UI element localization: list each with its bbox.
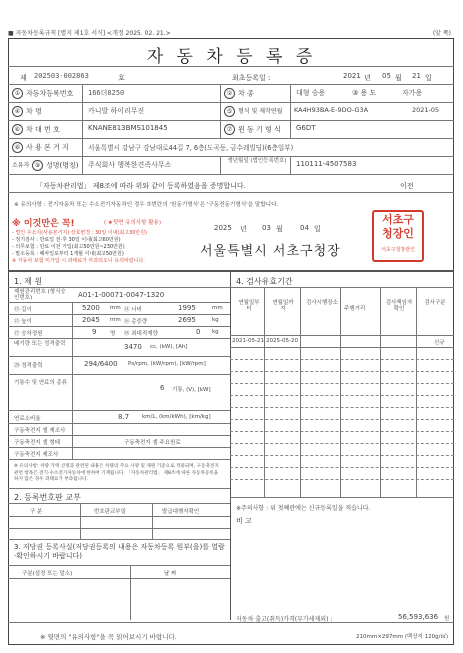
- field-owner-name-value: 주식회사 행복한견족사무소: [88, 161, 172, 169]
- field-base-location-value: 서울특별시 강남구 강남대로44길 7, 6층(도곡동, 금수레빌딩)(6층일부): [88, 144, 294, 152]
- spec-length-value: 5200: [82, 304, 100, 312]
- field-usage-label: ③ 용 도: [352, 89, 377, 97]
- month-unit: 월: [395, 74, 402, 82]
- spec-width-value: 1995: [178, 304, 196, 312]
- cert-no-value: 202503-002863: [34, 72, 89, 80]
- seal-line1: 서초구: [382, 213, 414, 226]
- field-type-value: KA4H93BA-E-9DO-G3A: [294, 106, 369, 114]
- field-vehicle-type-value: 대형 승용: [296, 89, 326, 97]
- plate-heading: 2. 등록번호판 교부: [14, 493, 81, 502]
- mortgage-col-category: 구분(설정 또는 말소): [22, 571, 73, 577]
- field-manufacture-date: 2021-05: [412, 106, 440, 114]
- warning-line: - 법인 주소지(사용본거지) 상호변경 : 30일 이내(최고30만원): [12, 230, 147, 236]
- spec-fuel-eff-value: 8.7: [118, 413, 130, 421]
- spec-gross-unit: kg: [212, 317, 219, 323]
- field-vin-label: ⑥ 차 대 번 호: [12, 124, 60, 135]
- remarks-note: ※주의사항 : 위 첫째란에는 신규등록일을 적습니다.: [236, 505, 371, 512]
- spec-seats-value: 9: [92, 328, 97, 336]
- issue-day-unit: 일: [314, 225, 321, 233]
- inspection-row1-type: 신규: [434, 340, 445, 346]
- issue-year: 2025: [214, 224, 232, 232]
- footer-note: ※ 뒷면의 "유의사항"을 꼭 읽어보시기 바랍니다.: [40, 633, 177, 641]
- field-reg-number-value: 166더8250: [88, 89, 125, 97]
- inspection-col-from: 연월일부터: [238, 300, 260, 312]
- warning-title: ※ 이것만은 꼭!: [12, 219, 75, 229]
- inspection-col-place: 검사시행장소: [306, 300, 338, 306]
- spec-width-unit: mm: [212, 305, 223, 311]
- spec-length-unit: mm: [110, 305, 121, 311]
- spec-cylinders-label: 기통수 및 연료의 종류: [14, 380, 68, 386]
- first-reg-month: 05: [382, 72, 391, 80]
- official-seal-stamp: [372, 210, 424, 262]
- field-engine-value: G6DT: [296, 124, 316, 132]
- inspection-col-mileage: 주행거리: [344, 306, 366, 312]
- first-reg-label: 최초등록일 :: [232, 74, 271, 82]
- issue-year-unit: 년: [240, 225, 247, 233]
- spec-seats-label: ⑰ 승차정원: [14, 331, 43, 337]
- plate-col-date: 번호판교부일: [94, 509, 126, 515]
- field-base-location-label: ⑧ 사 용 본 거 지: [12, 142, 69, 153]
- inspection-col-inspector: 검사책임자확인: [385, 300, 413, 312]
- field-engine-label: ⑦ 원 동 기 형 식: [224, 124, 281, 135]
- spec-cell-material-label: 구동축전지 셀 주요원료: [124, 440, 181, 446]
- spec-payload-label: ⑱ 최대적재량: [124, 331, 158, 337]
- price-value: 56,593,636: [398, 613, 439, 621]
- issuer-name: 서울특별시 서초구청장: [200, 244, 341, 259]
- spec-seats-unit: 명: [110, 331, 116, 337]
- document-title: 자 동 차 등 록 증: [146, 47, 317, 67]
- spec-power-unit: Ps/rpm, (kW/rpm), [kW/rpm]: [128, 361, 206, 367]
- issue-month-unit: 월: [276, 225, 283, 233]
- mortgage-col-date: 날 짜: [164, 571, 177, 577]
- field-model-value: 카니발 하이리무진: [88, 107, 145, 115]
- field-vin-value: KNANE813BMS101845: [88, 124, 168, 132]
- inspection-col-type: 검사구분: [424, 300, 446, 306]
- day-unit: 일: [425, 74, 432, 82]
- price-unit: 원: [444, 616, 450, 622]
- warning-sub: ( ★뒷면 유의사항 활용): [104, 220, 161, 226]
- mortgage-heading: 3. 저당권 등록사실(저당권등록의 내용은 자동차등록 원부(을)를 열람·확인하시기 바랍니다): [14, 543, 225, 560]
- field-birth-label: 생년월일 (법인등록번호): [227, 158, 287, 164]
- transfer-note: 이전: [400, 182, 414, 190]
- spec-mgmt-value: A01-1-00071-0047-1320: [78, 291, 165, 299]
- field-owner-name-label: ⑨ 성명(명칭): [32, 160, 79, 171]
- warning-line: ※ 자동차 보험 미가입 시 과태료가 부과되오니 유의바랍니다.: [12, 258, 145, 264]
- spec-height-label: ⑮ 높이: [14, 319, 32, 325]
- spec-cell-maker-label: 구동축전지 셀 제조사: [14, 428, 66, 434]
- cert-no-suffix: 호: [118, 74, 125, 82]
- field-model-label: ④ 차 명: [12, 106, 42, 117]
- spec-length-label: ⑬ 길이: [14, 307, 32, 313]
- remarks-label: 비 고: [236, 517, 252, 525]
- spec-gross-label: ⑯ 총중량: [124, 319, 148, 325]
- warning-line: - 정기검사 : 만료일 전·후 30일 이내(최고60만원): [12, 237, 121, 243]
- paper-spec: 210mm×297mm (백상지 120g/㎡): [356, 634, 449, 640]
- warning-line: - 말소등록 : 폐차일로부터 1개월 이내(최고50만원): [12, 251, 124, 257]
- spec-heading: 1. 제 원: [14, 277, 43, 286]
- inspection-heading: 4. 검사유효기간: [236, 277, 293, 286]
- spec-displacement-label: 배기량 또는 정격출력: [14, 341, 66, 347]
- owner-label: 소유자: [12, 162, 30, 169]
- warning-line: - 의무보험 : 만료 이전 가입(최고50만원~230만원): [12, 244, 125, 250]
- spec-height-unit: mm: [110, 317, 121, 323]
- spec-cylinders-value: 6: [160, 384, 165, 392]
- year-unit: 년: [364, 74, 371, 82]
- spec-width-label: ⑭ 너비: [124, 307, 142, 313]
- plate-col-category: 구 분: [30, 509, 43, 515]
- spec-payload-value: 0: [196, 328, 201, 336]
- spec-payload-unit: kg: [212, 329, 219, 335]
- spec-footnote: ※ 유의사항: 차량 가액 산정과 관련된 내용은 차량의 주요 사양 및 제원 기준으로 적용되며, 구동축전지 관련 항목은 전기·수소전기자동차에 한하여 기재됩니다. 「자동차관리법」 제8조에 따른 자동차등록을 하지 않은 경우 과태료가 부과됩니다.: [14, 464, 219, 482]
- spec-gross-value: 2695: [178, 316, 196, 324]
- spec-power-label: ⑳ 정격출력: [14, 363, 43, 369]
- inspection-row1-from: 2021-05-21: [232, 338, 264, 344]
- field-type-date-label: ⑤ 형식 및 제작연월: [224, 106, 282, 117]
- spec-fuel-eff-label: 연료소비율: [14, 416, 41, 422]
- seal-line3: 서초구청장관인: [381, 247, 415, 253]
- first-reg-day: 21: [412, 72, 421, 80]
- spec-power-value: 294/6400: [84, 360, 118, 368]
- first-reg-year: 2021: [343, 72, 361, 80]
- warning-box: [12, 216, 202, 266]
- spec-height-value: 2045: [82, 316, 100, 324]
- notice-text: ※ 유의사항 : 전기자동차 또는 수소전기자동차인 경우 ⑦번란의 '원동기형식'은 '구동전동기형식'을 말합니다.: [14, 202, 279, 208]
- form-regulation: ■ 자동차등록규칙 [별지 제1호 서식] <개정 2025. 02. 21.>: [8, 30, 171, 37]
- statement-text: 「자동차관리법」 제8조에 따라 위와 같이 등록하였음을 증명합니다.: [36, 182, 246, 190]
- page-side-note: (앞 쪽): [432, 30, 451, 37]
- inspection-row1-to: 2025-05-20: [266, 338, 298, 344]
- field-birth-value: 110111-4507583: [296, 160, 357, 168]
- spec-fuel-eff-unit: km/L, (km/kWh), [km/kg]: [142, 414, 211, 420]
- field-usage-value: 자가용: [402, 89, 423, 97]
- plate-col-confirm: 발급대행자확인: [162, 509, 200, 515]
- spec-mgmt-label: 제원관리번호 (형식승인번호): [14, 289, 66, 301]
- spec-cell-form-label: 구동축전지 셀 형태: [14, 440, 61, 446]
- price-label: 자동차 출고(취득)가격(부가세제외) :: [236, 616, 333, 623]
- spec-cylinders-unit: 기통, (V), [kW]: [172, 387, 211, 393]
- seal-line2: 청장인: [382, 227, 414, 240]
- issue-day: 04: [300, 224, 309, 232]
- issue-month: 03: [262, 224, 271, 232]
- field-vehicle-type-label: ② 차 종: [224, 88, 254, 99]
- inspection-col-to: 연월일까지: [272, 300, 294, 312]
- warning-lines: [12, 230, 198, 265]
- spec-displacement-unit: cc, (kW), [Ah]: [150, 344, 188, 350]
- spec-displacement-value: 3470: [124, 343, 142, 351]
- spec-battery-maker-label: 구동축전지 제조사: [14, 452, 59, 458]
- field-reg-number-label: ① 자동차등록번호: [12, 88, 73, 99]
- cert-no-label: 제: [20, 74, 27, 82]
